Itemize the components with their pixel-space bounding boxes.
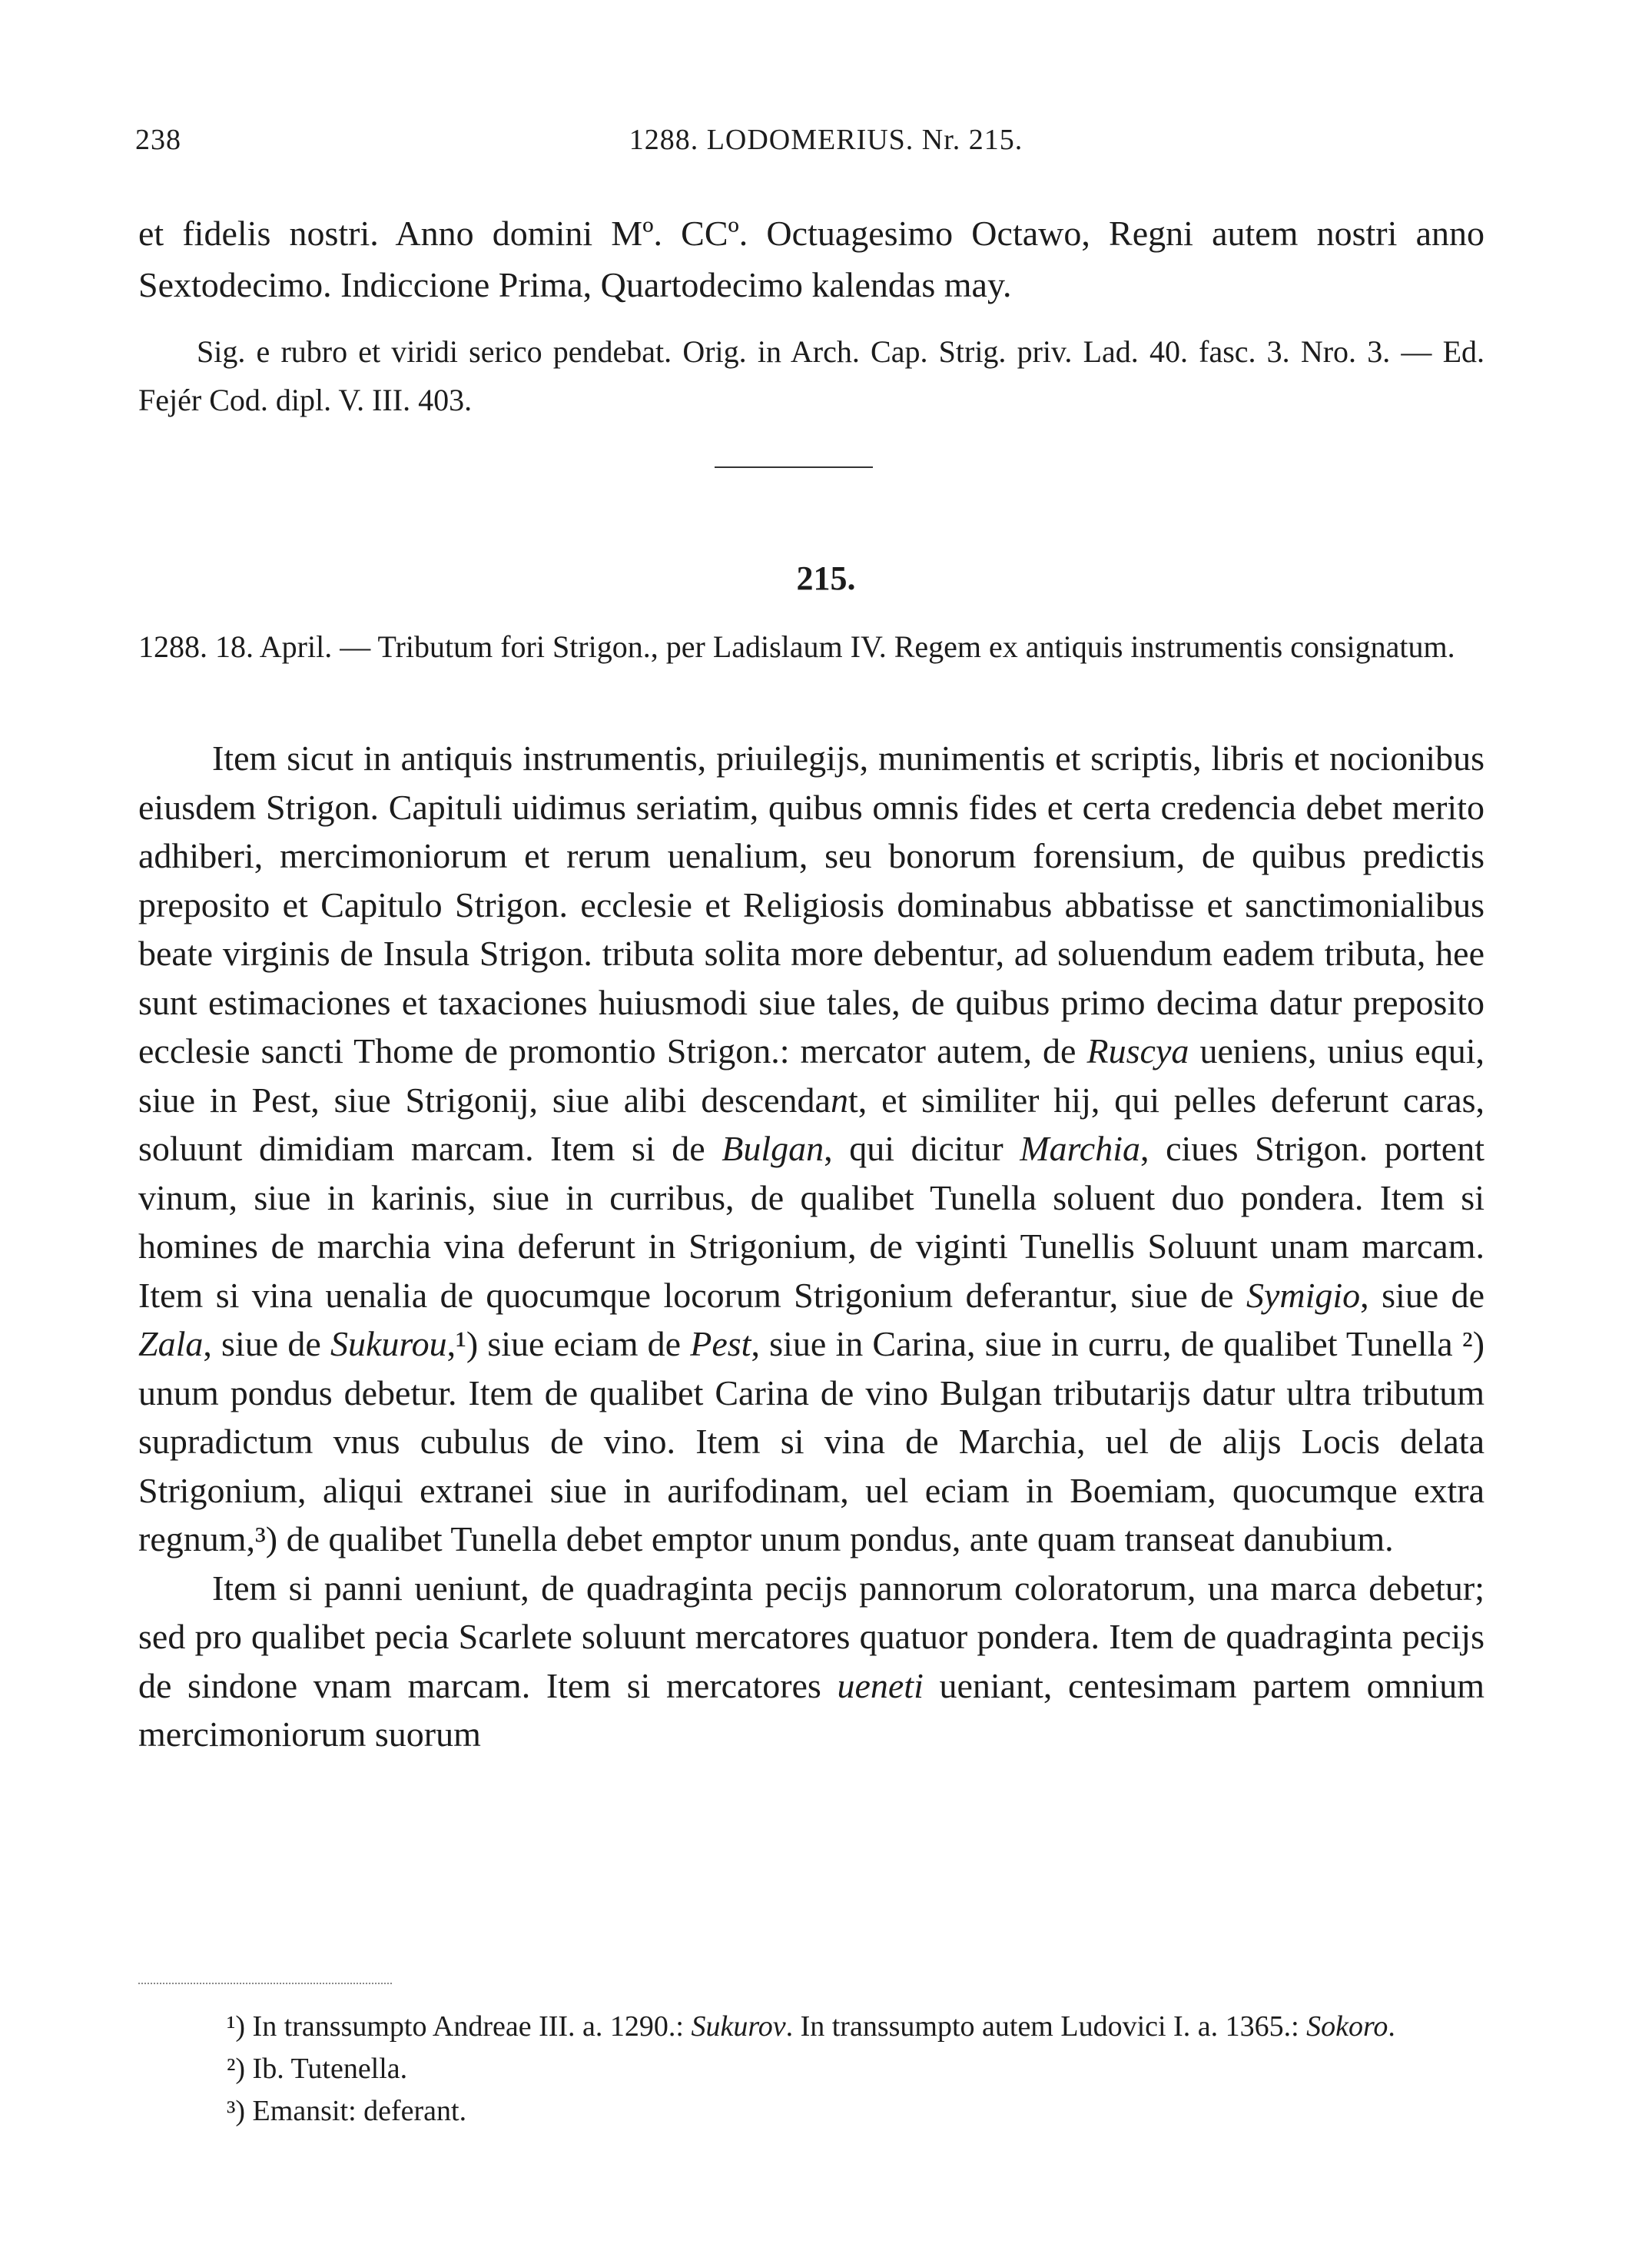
body-paragraph-1: Item sicut in antiquis instrumentis, priuilegijs, munimentis et scriptis, libris et nocionibus eiusdem Strigon. Capituli uidimus seriatim, quibus omnis fides et certa credencia debet merito adhiberi, mercimoniorum et rerum uenalium, seu bonorum forensium, de quibus predictis preposito et Capitulo Strigon. ecclesie et Religiosis dominabus abbatisse et sanctimonialibus beate virginis de Insula Strigon. tributa solita more debentur, ad soluendum eadem tributa, hee sunt estimaciones et taxaciones huiusmodi siue tales, de quibus primo decima datur preposito ecclesie sancti Thome de promontio Strigon.: mercator autem, de Ruscya ueniens, unius equi, siue in Pest, siue Strigonij, siue alibi descendant, et similiter hij, qui pelles deferunt caras, soluunt dimidiam marcam. Item si de Bulgan, qui dicitur Marchia, ciues Strigon. portent vinum, siue in karinis, siue in curribus, de qualibet Tunella soluent duo pondera. Item si homines de marchia vina deferunt in Strigonium, de viginti Tunellis Soluunt unam marcam. Item si vina uenalia de quocumque locorum Strigonium deferantur, siue de Symigio, siue de Zala, siue de Sukurou,¹) siue eciam de Pest, siue in Carina, siue in curru, de qualibet Tunella ²) unum pondus debetur. Item de qualibet Carina de vino Bulgan tributarijs datur ultra tributum supradictum vnus cubulus de vino. Item si vina de Marchia, uel de alijs Locis delata Strigonium, aliqui extranei siue in aurifodinam, uel eciam in Boemiam, quocumque extra regnum,³) de qualibet Tunella debet emptor unum pondus, ante quam transeat danubium.	[138, 739, 1485, 1558]
footnotes	[138, 2006, 1484, 2133]
page-number: 238	[135, 124, 181, 156]
footnote-1: ¹) In transsumpto Andreae III. a. 1290.: Sukurov. In transsumpto autem Ludovici I. a. 1365.: Sokoro.	[227, 2010, 1395, 2043]
section-divider	[715, 466, 873, 468]
running-header	[0, 123, 1652, 169]
footnote-2: ²) Ib. Tutenella.	[227, 2053, 408, 2085]
previous-document-ending: et fidelis nostri. Anno domini Mº. CCº. Octuagesimo Octawo, Regni autem nostri anno Sextodecimo. Indiccione Prima, Quartodecimo kalendas may.	[138, 214, 1484, 304]
regest: 1288. 18. April. — Tributum fori Strigon., per Ladislaum IV. Regem ex antiquis instrumentis consignatum.	[138, 629, 1455, 664]
footnote-3: ³) Emansit: deferant.	[227, 2095, 467, 2127]
document-number: 215.	[796, 559, 856, 597]
document-body	[138, 734, 1484, 1759]
footnote-divider	[138, 1983, 392, 1984]
body-paragraph-2: Item si panni ueniunt, de quadraginta pecijs pannorum coloratorum, una marca debetur; sed pro qualibet pecia Scarlete soluunt mercatores quatuor pondera. Item de quadraginta pecijs de sindone vnam marcam. Item si mercatores ueneti ueniant, centesimam partem omnium mercimoniorum suorum	[138, 1568, 1484, 1754]
source-note: Sig. e rubro et viridi serico pendebat. Orig. in Arch. Cap. Strig. priv. Lad. 40. fasc. 3. Nro. 3. — Ed. Fejér Cod. dipl. V. III. 403.	[138, 334, 1484, 417]
running-title: 1288. LODOMERIUS. Nr. 215.	[629, 124, 1023, 156]
